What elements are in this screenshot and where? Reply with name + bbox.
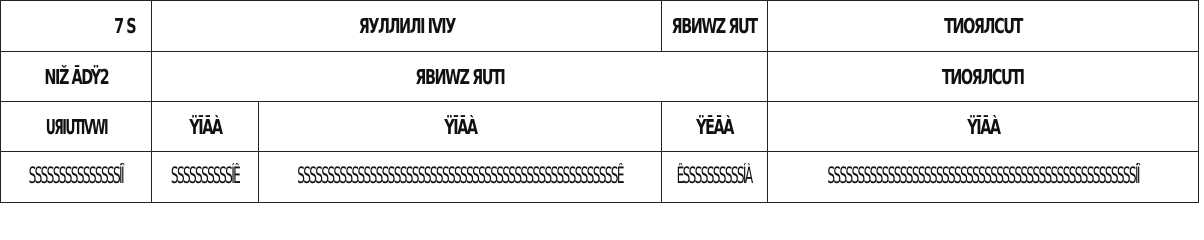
cell-text: ŸĪĀÀ [966,114,1000,139]
cell-text: UЯIUTIVWI [45,114,107,139]
table-cell [661,151,768,203]
cell-text: SSSSSSSSSSSSSSSÍÎ [28,164,124,189]
cell-text: SSSSSSSSSSSSSSSSSSSSSSSSSSSSSSSSSSSSSSSSSSSSSSSSSSSÍÎ [827,164,1139,189]
cell-text: ÊSSSSSSSSSSÍÀ [677,164,752,189]
table-cell [0,51,152,102]
cell-text: 7 S [113,14,135,38]
table-cell [767,0,1199,52]
cell-text: ТИОЯЛСUT [944,14,1022,38]
table-cell [767,151,1199,203]
table-cell [258,101,662,152]
cell-text: NIŽ ĀDŸ2 [44,64,108,89]
cell-text: ТИОЯЛСUTI [942,64,1024,89]
table-cell [0,101,152,152]
table-cell [767,51,1199,102]
cell-text: ŸĪĀÀ [188,114,222,139]
table-cell [0,0,152,52]
cell-text: SSSSSSSSSSÍÊ [170,164,240,189]
table-cell [767,101,1199,152]
table-cell [151,51,768,102]
table-cell [151,151,259,203]
cell-text: ЯВИWZ ЯUTI [414,64,505,89]
cell-text: ЯУЛЛИЛI IVIУ [358,14,455,38]
table-cell [258,151,662,203]
table-cell [661,101,768,152]
table-cell [151,0,662,52]
cell-text: ŸĪĀÀ [443,114,477,139]
cell-text: ŸĒĀÀ [696,114,733,139]
table-cell [151,101,259,152]
table-cell [0,151,152,203]
cell-text: SSSSSSSSSSSSSSSSSSSSSSSSSSSSSSSSSSSSSSSSSSSSSSSSSSSSSÊ [297,164,623,189]
cell-text: ЯВИWZ ЯUT [671,14,758,38]
table-cell [661,0,768,52]
